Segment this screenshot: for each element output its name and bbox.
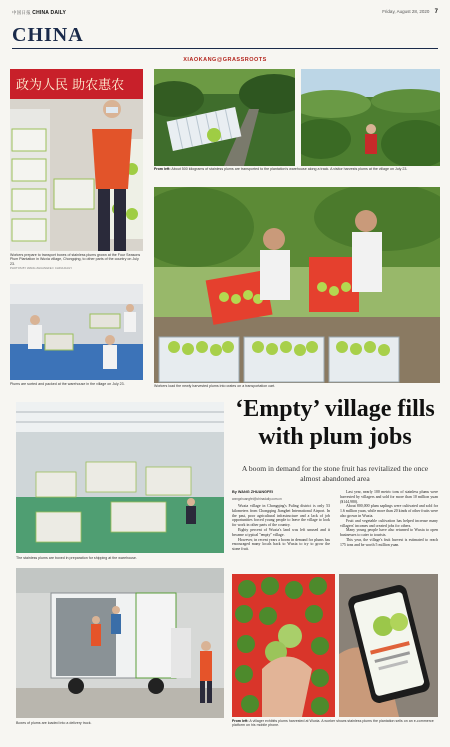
masthead-english: CHINA DAILY xyxy=(32,10,67,16)
paragraph: This year, the village's fruit harvest is estimated to reach 175 tons and be worth 5 million yuan. xyxy=(340,537,438,547)
caption-plum-crates xyxy=(154,384,440,388)
article-headline xyxy=(232,395,438,451)
article-subhead: A boom in demand for the stone fruit has revitalized the once almost abandoned area xyxy=(241,464,429,483)
caption-text: The stainless plums are boxed in preparation for shipping at the warehouse. xyxy=(16,556,137,560)
issue-date: Friday, August 28, 2020 xyxy=(382,9,430,14)
article-byline: By WANG ZHUANGFEI xyxy=(232,490,273,494)
paragraph: Many young people have also returned to Wuxia to open businesses to cater to tourists. xyxy=(340,528,438,538)
caption-worker-boxes xyxy=(10,253,143,271)
caption-text: Boxes of plums are loaded into a delivery truck. xyxy=(16,721,92,725)
caption-text: Workers prepare to transport boxes of stainless plums grown at the Four Seasons Plum Plantation in Wuxia village, Chongqing, to other parts of the country on July 23. xyxy=(10,253,141,266)
caption-warehouse-packing xyxy=(10,382,143,386)
caption-lead: From left: xyxy=(232,719,249,723)
banner-text: 政为人民 助农惠农 xyxy=(16,78,125,93)
photo-warehouse-boxes xyxy=(16,402,224,553)
paragraph: Wuxia village in Chongqing's Fuling district is only 53 kilometers from Chongqing Jiangbei International Airport. In the past, poor agricultural infrastructure and a lack of job opportunities forced young people to leave the village to look for work in other parts of the country. xyxy=(232,504,330,528)
section-title: CHINA xyxy=(12,24,84,46)
article-column-1 xyxy=(232,504,330,552)
article-column-2 xyxy=(340,490,438,548)
paragraph: About 800,000 plum saplings were cultivated and sold for 1.6 million yuan, while more than 20 kinds of other fruits were also grown in Wuxia. xyxy=(340,504,439,518)
photo-visitor-orchard xyxy=(301,69,440,166)
caption-text: About 500 kilograms of stainless plums are transported to the plantation's warehouse along a track. A visitor harvests plums at the village on July 23. xyxy=(171,167,408,171)
caption-lead: From left: xyxy=(154,167,171,171)
caption-plums-phone xyxy=(232,719,438,728)
caption-text: A villager exhibits plums harvested at Wuxia. A worker shows stainless plums the plantation sells on an e-commerce platform on his mobile phone. xyxy=(232,719,434,728)
paragraph: Fruit and vegetable cultivation has helped increase many villagers' incomes and created jobs for others. xyxy=(340,518,438,528)
paragraph: Eighty percent of Wuxia's land was left unused and it became a typical "empty" village. xyxy=(232,527,330,537)
page-number: 7 xyxy=(434,9,438,15)
caption-text: Plums are sorted and packed at the warehouse in the village on July 23. xyxy=(10,382,125,386)
photo-truck-loading xyxy=(16,568,224,718)
photo-worker-boxes xyxy=(10,69,143,251)
paragraph: However, in recent years a boom in demand for plums has encouraged many locals back to Wuxia to try to grow the stone fruit. xyxy=(232,537,330,552)
caption-track-visitor xyxy=(154,167,440,171)
section-rule xyxy=(12,48,438,49)
author-email: wangzhuangfei@chinadaily.com.cn xyxy=(232,497,282,501)
photo-phone-ecommerce xyxy=(339,574,438,717)
caption-text: Workers load the newly harvested plums into crates on a transportation cart. xyxy=(154,384,276,388)
headline-line-1: ‘Empty’ village fills xyxy=(235,396,435,422)
headline-line-2: with plum jobs xyxy=(258,424,412,450)
photo-plums-crate xyxy=(232,574,335,717)
photo-credit: PHOTOS BY WANG ZHUANGFEI / CHINA DAILY xyxy=(10,266,73,271)
column-tag: XIAOKANG@GRASSROOTS xyxy=(183,57,267,63)
caption-warehouse-boxes xyxy=(16,556,224,560)
masthead-left xyxy=(12,10,66,16)
paragraph: Last year, nearly 100 metric tons of stainless plums were harvested by villagers and sold for more than 10 million yuan ($144,980). xyxy=(340,490,438,504)
photo-warehouse-packing xyxy=(10,284,143,380)
photo-plum-crates xyxy=(154,187,440,383)
masthead-chinese: 中国日报 xyxy=(12,10,31,15)
caption-truck-loading xyxy=(16,721,224,725)
masthead-right xyxy=(382,9,438,15)
photo-track-crates xyxy=(154,69,295,166)
